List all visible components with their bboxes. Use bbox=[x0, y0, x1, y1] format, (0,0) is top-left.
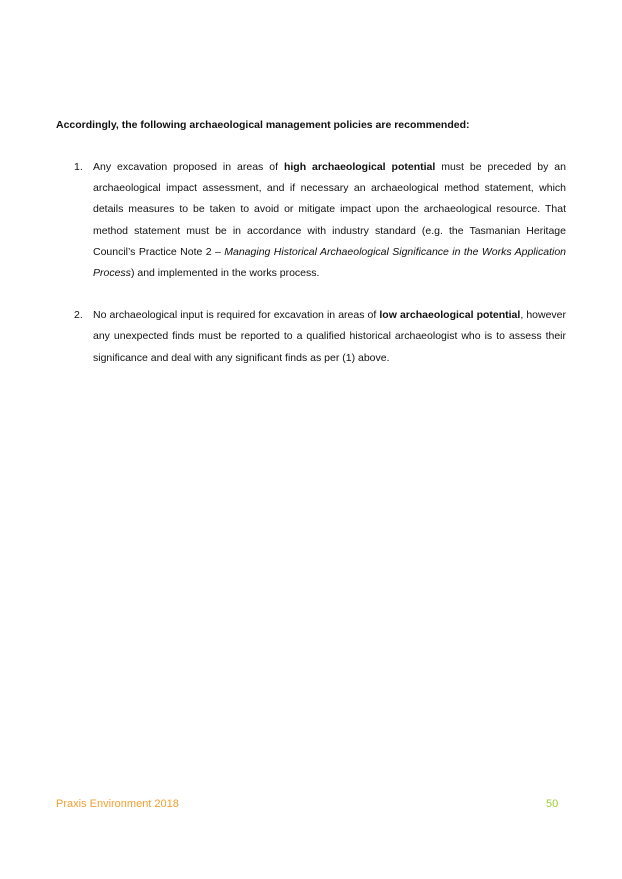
policy-text: , however any unexpected finds must be reported to a qualified historical archaeologist who is to assess their significance and deal with any significant finds as per (1) above. bbox=[93, 309, 567, 364]
footer-company: Praxis Environment 2018 bbox=[56, 798, 179, 810]
policy-bold-term: low archaeological potential bbox=[379, 309, 521, 322]
footer-page-number: 50 bbox=[546, 798, 559, 810]
policy-text: ) and implemented in the works process. bbox=[130, 267, 320, 280]
policy-text: Any excavation proposed in areas of bbox=[93, 161, 284, 173]
policy-list bbox=[56, 157, 566, 369]
intro-heading: Accordingly, the following archaeological management policies are recommended: bbox=[56, 119, 470, 131]
policy-number: 1. bbox=[74, 161, 83, 173]
policy-bold-term: high archaeological potential bbox=[283, 161, 436, 173]
policy-text: must be preceded by an archaeological impact assessment, and if necessary an archaeological method statement, which details measures to be taken to avoid or mitigate impact upon the archaeological resource. That method statement must be in accordance with industry standard (e.g. the Tasmanian Heritage Council’s Practice Note 2 – bbox=[93, 161, 566, 258]
policy-text: No archaeological input is required for excavation in areas of bbox=[93, 309, 380, 322]
practice-note-title: Managing Historical Archaeological Significance in the Works Application Process bbox=[93, 245, 566, 280]
policy-number: 2. bbox=[74, 309, 83, 322]
policy-item-2 bbox=[56, 305, 566, 369]
policy-item-1 bbox=[56, 157, 566, 284]
